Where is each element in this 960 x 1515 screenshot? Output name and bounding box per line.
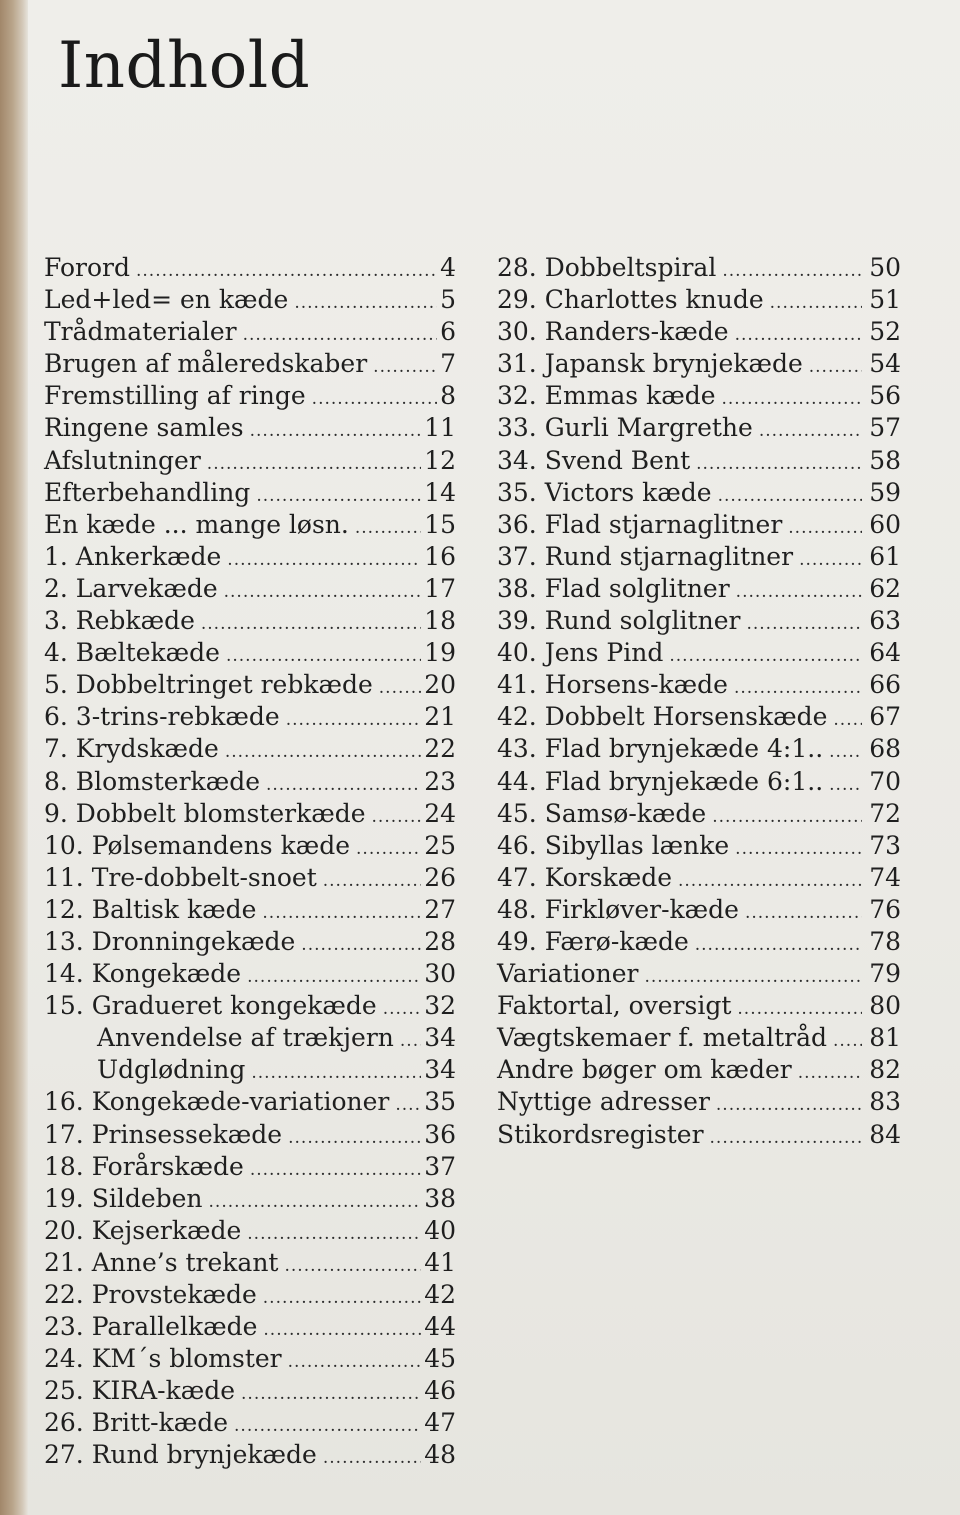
- toc-entry: [497, 348, 901, 380]
- toc-entry-title: 29. Charlottes knude: [497, 285, 764, 315]
- toc-page-number: 80: [869, 991, 901, 1021]
- toc-dot-leader: [247, 1218, 421, 1250]
- toc-entry-title: 39. Rund solglitner: [497, 606, 741, 636]
- toc-page-number: 47: [424, 1408, 456, 1438]
- toc-entry-title: 4. Bæltekæde: [44, 638, 220, 668]
- toc-dot-leader: [312, 383, 437, 415]
- toc-entry: [44, 1022, 456, 1054]
- toc-entry-title: Brugen af måleredskaber: [44, 349, 368, 379]
- toc-dot-leader: [809, 351, 862, 383]
- toc-entry-title: 18. Forårskæde: [44, 1151, 244, 1181]
- toc-entry-title: 31. Japansk brynjekæde: [497, 349, 803, 379]
- toc-dot-leader: [735, 319, 862, 351]
- toc-dot-leader: [372, 801, 422, 833]
- toc-entry-title: 1. Ankerkæde: [44, 541, 222, 571]
- toc-entry: [497, 477, 901, 509]
- toc-entry-title: 9. Dobbelt blomsterkæde: [44, 798, 366, 828]
- toc-entry: [497, 412, 901, 444]
- toc-dot-leader: [207, 448, 421, 480]
- toc-page-number: 19: [424, 638, 456, 668]
- toc-page-number: 17: [424, 573, 456, 603]
- toc-dot-leader: [788, 512, 862, 544]
- toc-dot-leader: [745, 897, 862, 929]
- toc-page-number: 15: [424, 509, 456, 539]
- toc-entry-title: 46. Sibyllas lænke: [497, 830, 730, 860]
- toc-entry: [44, 1215, 456, 1247]
- toc-page-number: 67: [869, 702, 901, 732]
- toc-dot-leader: [695, 929, 862, 961]
- toc-dot-leader: [209, 1186, 422, 1218]
- toc-dot-leader: [696, 448, 862, 480]
- toc-dot-leader: [833, 704, 862, 736]
- toc-dot-leader: [833, 1025, 862, 1057]
- toc-entry-title: 40. Jens Pind: [497, 638, 664, 668]
- toc-page-number: 30: [424, 959, 456, 989]
- toc-entry-title: 26. Britt-kæde: [44, 1408, 229, 1438]
- toc-page-number: 72: [869, 798, 901, 828]
- toc-entry: [497, 862, 901, 894]
- toc-entry: [497, 380, 901, 412]
- toc-entry: [497, 701, 901, 733]
- toc-entry-title: 47. Korskæde: [497, 862, 672, 892]
- toc-entry: [497, 509, 901, 541]
- toc-entry: [44, 798, 456, 830]
- toc-entry: [44, 894, 456, 926]
- toc-entry-title: 20. Kejserkæde: [44, 1215, 242, 1245]
- toc-entry: [497, 830, 901, 862]
- toc-dot-leader: [829, 769, 862, 801]
- toc-entry: [44, 252, 456, 284]
- toc-dot-leader: [323, 865, 421, 897]
- toc-dot-leader: [251, 1057, 421, 1089]
- toc-dot-leader: [746, 608, 862, 640]
- toc-page-number: 40: [424, 1215, 456, 1245]
- toc-dot-leader: [735, 833, 862, 865]
- toc-page-number: 83: [869, 1087, 901, 1117]
- toc-page-number: 4: [440, 253, 456, 282]
- toc-page-number: 18: [424, 606, 456, 636]
- toc-entry-title: 41. Horsens-kæde: [497, 670, 728, 700]
- toc-page-number: 16: [424, 541, 456, 571]
- toc-page-number: 81: [869, 1023, 901, 1053]
- toc-entry: [497, 605, 901, 637]
- toc-dot-leader: [250, 415, 422, 447]
- toc-page-number: 5: [440, 285, 456, 315]
- toc-entry: [497, 573, 901, 605]
- toc-entry-title: 30. Randers-kæde: [497, 317, 729, 347]
- toc-page-number: 61: [869, 541, 901, 571]
- toc-page-number: 24: [424, 798, 456, 828]
- toc-entry-title: 10. Pølsemandens kæde: [44, 830, 351, 860]
- toc-dot-leader: [400, 1025, 421, 1057]
- toc-dot-leader: [288, 1346, 422, 1378]
- toc-page-number: 52: [869, 317, 901, 347]
- toc-dot-leader: [799, 544, 862, 576]
- toc-dot-leader: [263, 1282, 421, 1314]
- toc-column-right: [497, 252, 901, 1151]
- toc-entry: [497, 926, 901, 958]
- toc-dot-leader: [770, 287, 862, 319]
- toc-entry: [44, 316, 456, 348]
- toc-entry: [44, 862, 456, 894]
- toc-dot-leader: [234, 1410, 421, 1442]
- toc-page-number: 34: [424, 1055, 456, 1085]
- toc-entry-title: 28. Dobbeltspiral: [497, 253, 717, 282]
- toc-dot-leader: [284, 1250, 421, 1282]
- book-gutter-shadow: [0, 0, 28, 1515]
- toc-entry-title: 44. Flad brynjekæde 6:1..: [497, 766, 824, 796]
- toc-dot-leader: [226, 640, 421, 672]
- toc-entry: [497, 541, 901, 573]
- toc-column-left: [44, 252, 456, 1472]
- toc-dot-leader: [734, 672, 862, 704]
- toc-dot-leader: [241, 1378, 421, 1410]
- toc-entry-title: 14. Kongekæde: [44, 959, 242, 989]
- toc-entry-title: 37. Rund stjarnaglitner: [497, 541, 794, 571]
- toc-dot-leader: [224, 576, 422, 608]
- toc-entry-title: Trådmaterialer: [44, 317, 237, 347]
- toc-entry: [497, 798, 901, 830]
- toc-page-number: 51: [869, 285, 901, 315]
- toc-page-number: 14: [424, 477, 456, 507]
- toc-entry-title: 6. 3-trins-rebkæde: [44, 702, 280, 732]
- toc-dot-leader: [373, 351, 437, 383]
- toc-dot-leader: [644, 961, 862, 993]
- toc-entry-title: Faktortal, oversigt: [497, 991, 732, 1021]
- toc-page-number: 22: [424, 734, 456, 764]
- toc-page-number: 54: [869, 349, 901, 379]
- toc-dot-leader: [263, 1314, 421, 1346]
- toc-entry: [44, 1151, 456, 1183]
- toc-entry: [44, 1407, 456, 1439]
- toc-entry-title: 48. Firkløver-kæde: [497, 894, 739, 924]
- toc-entry: [44, 990, 456, 1022]
- toc-entry: [497, 252, 901, 284]
- toc-entry: [497, 669, 901, 701]
- toc-entry: [44, 284, 456, 316]
- toc-page-number: 46: [424, 1376, 456, 1406]
- toc-page-number: 45: [424, 1344, 456, 1374]
- toc-page-number: 60: [869, 509, 901, 539]
- toc-entry-title: Anvendelse af trækjern: [97, 1023, 394, 1053]
- toc-entry: [497, 958, 901, 990]
- toc-dot-leader: [798, 1057, 862, 1089]
- toc-dot-leader: [323, 1442, 421, 1474]
- toc-page-number: 20: [424, 670, 456, 700]
- toc-entry-title: 42. Dobbelt Horsenskæde: [497, 702, 828, 732]
- toc-entry-title: Efterbehandling: [44, 477, 251, 507]
- toc-entry-title: Variationer: [497, 959, 639, 989]
- toc-dot-leader: [722, 255, 862, 287]
- toc-page-number: 68: [869, 734, 901, 764]
- toc-page-number: 57: [869, 413, 901, 443]
- toc-page-number: 79: [869, 959, 901, 989]
- toc-entry: [44, 509, 456, 541]
- toc-entry: [497, 445, 901, 477]
- toc-dot-leader: [247, 961, 421, 993]
- toc-page-number: 56: [869, 381, 901, 411]
- toc-entry: [44, 1375, 456, 1407]
- toc-dot-leader: [716, 1089, 862, 1121]
- toc-entry: [44, 1343, 456, 1375]
- toc-page-number: 34: [424, 1023, 456, 1053]
- toc-dot-leader: [288, 1122, 421, 1154]
- toc-dot-leader: [266, 769, 421, 801]
- toc-page-number: 26: [424, 862, 456, 892]
- toc-dot-leader: [286, 704, 421, 736]
- toc-dot-leader: [383, 993, 421, 1025]
- toc-entry-title: 21. Anne’s trekant: [44, 1247, 279, 1277]
- toc-page-number: 37: [424, 1151, 456, 1181]
- toc-entry: [44, 1247, 456, 1279]
- toc-entry-title: 25. KIRA-kæde: [44, 1376, 236, 1406]
- toc-page-number: 32: [424, 991, 456, 1021]
- toc-page-number: 38: [424, 1183, 456, 1213]
- toc-entry: [44, 637, 456, 669]
- toc-entry-title: 7. Krydskæde: [44, 734, 219, 764]
- toc-entry: [497, 1022, 901, 1054]
- toc-entry: [497, 894, 901, 926]
- toc-entry: [497, 284, 901, 316]
- toc-entry-title: 33. Gurli Margrethe: [497, 413, 753, 443]
- toc-page-number: 64: [869, 638, 901, 668]
- toc-entry-title: Forord: [44, 253, 130, 282]
- toc-dot-leader: [718, 480, 862, 512]
- toc-entry-title: Nyttige adresser: [497, 1087, 710, 1117]
- toc-entry-title: 12. Baltisk kæde: [44, 894, 257, 924]
- toc-page-number: 48: [424, 1440, 456, 1470]
- toc-dot-leader: [301, 929, 421, 961]
- toc-entry-title: 24. KM´s blomster: [44, 1344, 282, 1374]
- toc-entry-title: Vægtskemaer f. metaltråd: [497, 1023, 827, 1053]
- toc-entry-title: 38. Flad solglitner: [497, 573, 730, 603]
- toc-page-number: 7: [440, 349, 456, 379]
- toc-entry: [44, 1086, 456, 1118]
- toc-entry: [44, 669, 456, 701]
- toc-page-number: 42: [424, 1280, 456, 1309]
- toc-dot-leader: [669, 640, 862, 672]
- toc-page-number: 8: [440, 381, 456, 411]
- toc-entry-title: 43. Flad brynjekæde 4:1..: [497, 734, 824, 764]
- toc-page-number: 21: [424, 702, 456, 732]
- toc-entry: [44, 445, 456, 477]
- toc-entry: [44, 958, 456, 990]
- toc-dot-leader: [294, 287, 437, 319]
- toc-entry: [497, 990, 901, 1022]
- toc-page-number: 23: [424, 766, 456, 796]
- toc-dot-leader: [712, 801, 862, 833]
- toc-entry: [44, 605, 456, 637]
- toc-dot-leader: [355, 512, 421, 544]
- toc-page-number: 50: [869, 253, 901, 282]
- toc-entry-title: 13. Dronningekæde: [44, 926, 296, 956]
- toc-entry-title: 22. Provstekæde: [44, 1280, 257, 1309]
- toc-page-number: 58: [869, 445, 901, 475]
- toc-page-number: 84: [869, 1119, 901, 1149]
- toc-page-number: 78: [869, 926, 901, 956]
- toc-page-number: 74: [869, 862, 901, 892]
- toc-page-number: 36: [424, 1119, 456, 1149]
- toc-entry-title: Fremstilling af ringe: [44, 381, 306, 411]
- toc-dot-leader: [678, 865, 862, 897]
- toc-entry: [497, 316, 901, 348]
- toc-page-number: 70: [869, 766, 901, 796]
- toc-entry-title: Andre bøger om kæder: [497, 1055, 792, 1085]
- toc-dot-leader: [736, 576, 862, 608]
- toc-page-number: 25: [424, 830, 456, 860]
- toc-page-number: 41: [424, 1247, 456, 1277]
- toc-dot-leader: [262, 897, 421, 929]
- toc-entry-title: En kæde ... mange løsn.: [44, 509, 349, 539]
- toc-entry-title: 45. Samsø-kæde: [497, 798, 707, 828]
- toc-dot-leader: [356, 833, 421, 865]
- toc-entry-title: 23. Parallelkæde: [44, 1312, 258, 1342]
- toc-entry-title: 49. Færø-kæde: [497, 926, 689, 956]
- toc-dot-leader: [722, 383, 863, 415]
- toc-entry: [44, 541, 456, 573]
- toc-entry: [44, 1119, 456, 1151]
- toc-entry: [44, 926, 456, 958]
- toc-entry: [44, 766, 456, 798]
- toc-entry-title: Afslutninger: [44, 445, 201, 475]
- toc-entry-title: 27. Rund brynjekæde: [44, 1440, 317, 1470]
- toc-entry-title: 34. Svend Bent: [497, 445, 691, 475]
- toc-entry: [44, 830, 456, 862]
- toc-entry: [44, 701, 456, 733]
- toc-dot-leader: [225, 736, 421, 768]
- toc-page-number: 82: [869, 1055, 901, 1085]
- toc-entry-title: 36. Flad stjarnaglitner: [497, 509, 783, 539]
- toc-page-number: 27: [424, 894, 456, 924]
- toc-entry-title: Led+led= en kæde: [44, 285, 289, 315]
- toc-entry-title: 15. Gradueret kongekæde: [44, 991, 377, 1021]
- toc-page-number: 11: [424, 413, 456, 443]
- toc-entry-title: 11. Tre-dobbelt-snoet: [44, 862, 317, 892]
- toc-dot-leader: [243, 319, 438, 351]
- toc-entry: [497, 733, 901, 765]
- toc-dot-leader: [379, 672, 421, 704]
- page-title: Indhold: [58, 29, 311, 103]
- toc-dot-leader: [737, 993, 862, 1025]
- toc-page-number: 28: [424, 926, 456, 956]
- toc-entry: [44, 1054, 456, 1086]
- toc-entry: [497, 1086, 901, 1118]
- toc-entry: [44, 1183, 456, 1215]
- toc-page-number: 59: [869, 477, 901, 507]
- toc-entry: [44, 1279, 456, 1311]
- toc-page-number: 6: [440, 317, 456, 347]
- toc-dot-leader: [710, 1122, 862, 1154]
- toc-entry: [497, 1119, 901, 1151]
- toc-dot-leader: [250, 1154, 421, 1186]
- toc-dot-leader: [759, 415, 862, 447]
- toc-entry: [44, 1439, 456, 1471]
- toc-page-number: 12: [424, 445, 456, 475]
- toc-entry: [497, 1054, 901, 1086]
- toc-entry-title: 35. Victors kæde: [497, 477, 712, 507]
- toc-entry: [44, 573, 456, 605]
- toc-entry: [44, 412, 456, 444]
- toc-entry-title: 19. Sildeben: [44, 1183, 203, 1213]
- toc-entry-title: Stikordsregister: [497, 1119, 704, 1149]
- toc-entry-title: 2. Larvekæde: [44, 573, 218, 603]
- toc-entry-title: 3. Rebkæde: [44, 606, 195, 636]
- toc-page-number: 73: [869, 830, 901, 860]
- toc-entry-title: Udglødning: [97, 1055, 246, 1085]
- toc-dot-leader: [136, 255, 437, 287]
- toc-entry-title: 5. Dobbeltringet rebkæde: [44, 670, 373, 700]
- toc-dot-leader: [256, 480, 421, 512]
- toc-page-number: 35: [424, 1087, 456, 1117]
- toc-dot-leader: [201, 608, 421, 640]
- toc-dot-leader: [395, 1089, 421, 1121]
- toc-entry: [497, 766, 901, 798]
- toc-page-number: 63: [869, 606, 901, 636]
- toc-entry: [497, 637, 901, 669]
- toc-entry: [44, 1311, 456, 1343]
- toc-entry: [44, 348, 456, 380]
- toc-entry: [44, 477, 456, 509]
- toc-entry-title: 8. Blomsterkæde: [44, 766, 260, 796]
- toc-entry-title: 16. Kongekæde-variationer: [44, 1087, 390, 1117]
- toc-page-number: 76: [869, 894, 901, 924]
- toc-page-number: 44: [424, 1312, 456, 1342]
- toc-entry: [44, 380, 456, 412]
- toc-entry-title: Ringene samles: [44, 413, 244, 443]
- toc-entry: [44, 733, 456, 765]
- toc-page-number: 66: [869, 670, 901, 700]
- toc-entry-title: 17. Prinsessekæde: [44, 1119, 283, 1149]
- toc-dot-leader: [227, 544, 421, 576]
- toc-entry-title: 32. Emmas kæde: [497, 381, 716, 411]
- toc-page-number: 62: [869, 573, 901, 603]
- toc-dot-leader: [829, 736, 862, 768]
